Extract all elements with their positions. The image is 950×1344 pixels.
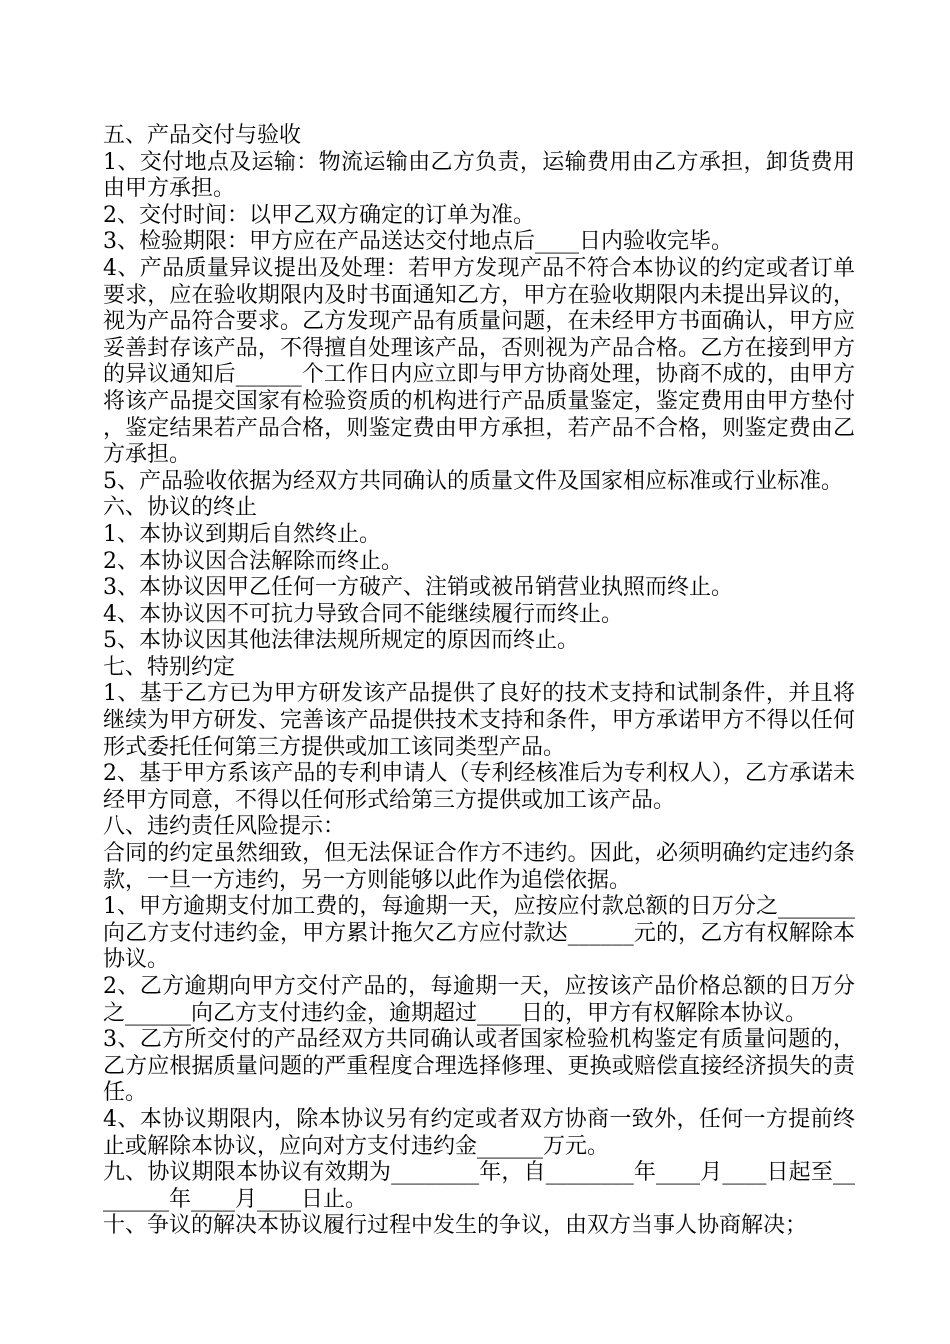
section-heading-8: 八、违约责任风险提示： [103,814,346,840]
clause-6-1: 1、本协议到期后自然终止。 [103,521,381,547]
clause-8-1: 1、甲方逾期支付加工费的，每逾期一天，应按应付款总额的日万分之_______向乙方支付违约金，甲方累计拖欠乙方应付款达______元的，乙方有权解除本协议。 [103,894,855,973]
clause-8-3: 3、乙方所交付的产品经双方共同确认或者国家检验机构鉴定有质量问题的，乙方应根据质量问题的严重程度合理选择修理、更换或赔偿直接经济损失的责任。 [103,1027,855,1106]
clause-5-2: 2、交付时间：以甲乙双方确定的订单为准。 [103,202,535,228]
clause-5-5: 5、产品验收依据为经双方共同确认的质量文件及国家相应标准或行业标准。 [103,468,843,494]
clause-6-2: 2、本协议因合法解除而终止。 [103,548,403,574]
section-heading-5: 五、产品交付与验收 [103,123,302,148]
clause-8-2: 2、乙方逾期向甲方交付产品的，每逾期一天，应按该产品价格总额的日万分之______向乙方支付违约金，逾期超过____日的，甲方有权解除本协议。 [103,974,855,1026]
clause-6-4: 4、本协议因不可抗力导致合同不能继续履行而终止。 [103,601,623,627]
section-heading-6: 六、协议的终止 [103,495,258,521]
section-heading-10: 十、争议的解决本协议履行过程中发生的争议，由双方当事人协商解决； [103,1213,808,1239]
document-body [103,123,855,1240]
clause-5-3: 3、检验期限：甲方应在产品送达交付地点后____日内验收完毕。 [103,229,733,255]
section-heading-9: 九、协议期限本协议有效期为________年，自________年____月____日起至________年____月____日止。 [103,1160,855,1212]
clause-7-2: 2、基于甲方系该产品的专利申请人（专利经核准后为专利权人），乙方承诺未经甲方同意，不得以任何形式给第三方提供或加工该产品。 [103,761,855,813]
clause-6-5: 5、本协议因其他法律法规所规定的原因而终止。 [103,628,579,654]
section-heading-7: 七、特别约定 [103,654,236,680]
clause-5-1: 1、交付地点及运输：物流运输由乙方负责，运输费用由乙方承担，卸货费用由甲方承担。 [103,149,855,202]
risk-note: 合同的约定虽然细致，但无法保证合作方不违约。因此，必须明确约定违约条款，一旦一方违约，另一方则能够以此作为追偿依据。 [103,841,855,893]
clause-6-3: 3、本协议因甲乙任何一方破产、注销或被吊销营业执照而终止。 [103,575,733,601]
clause-5-4: 4、产品质量异议提出及处理：若甲方发现产品不符合本协议的约定或者订单要求，应在验收期限内及时书面通知乙方，甲方在验收期限内未提出异议的，视为产品符合要求。乙方发现产品有质量问题，在未经甲方书面确认，甲方应妥善封存该产品，不得擅自处理该产品，否则视为产品合格。乙方在接到甲方的异议通知后______个工作日内应立即与甲方协商处理，协商不成的，由甲方将该产品提交国家有检验资质的机构进行产品质量鉴定，鉴定费用由甲方垫付，鉴定结果若产品合格，则鉴定费由甲方承担，若产品不合格，则鉴定费由乙方承担。 [103,255,855,468]
clause-8-4: 4、本协议期限内，除本协议另有约定或者双方协商一致外，任何一方提前终止或解除本协议，应向对方支付违约金______万元。 [103,1106,855,1159]
clause-7-1: 1、基于乙方已为甲方研发该产品提供了良好的技术支持和试制条件，并且将继续为甲方研发、完善该产品提供技术支持和条件，甲方承诺甲方不得以任何形式委托任何第三方提供或加工该同类型产品。 [103,681,855,760]
